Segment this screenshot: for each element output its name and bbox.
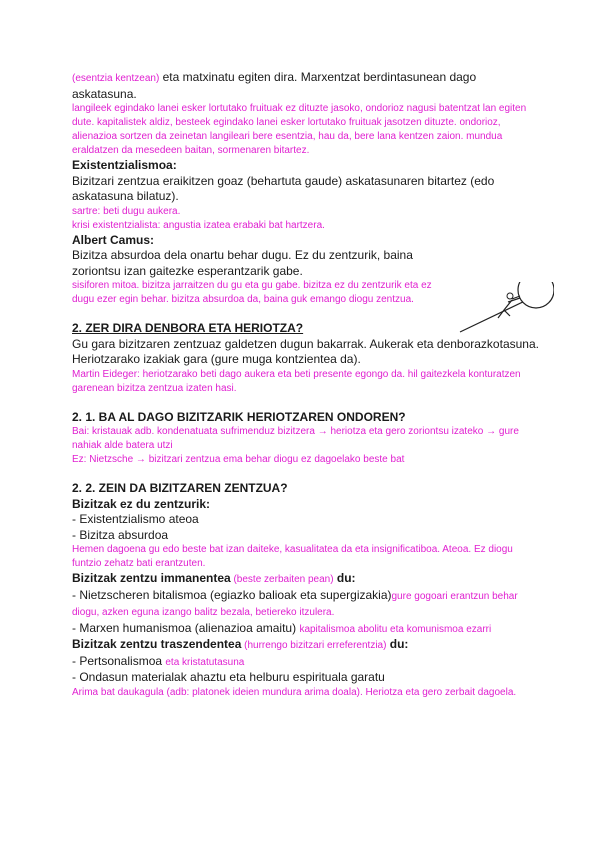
list-item: - Existentzialismo ateoa: [72, 512, 199, 526]
existentzialismoa-note-1: sartre: beti dugu aukera.: [72, 205, 181, 217]
section-2-1-title: 2. 1. BA AL DAGO BIZITZARIK HERIOTZAREN ONDOREN?: [72, 409, 406, 424]
list-item: [72, 654, 542, 671]
section-2-body-1: Gu gara bizitzaren zentzuaz galdetzen dugun bakarrak. Aukerak eta denborazkotasuna.: [72, 336, 539, 351]
intro-line-rest: eta matxinatu egiten dira. Marxentzat berdintasunean dago askatasuna.: [72, 70, 477, 101]
list-item: - Bizitza absurdoa: [72, 527, 169, 542]
section-2-body-2: Heriotzarako izakiak gara (gure muga kontzientea da).: [72, 352, 361, 366]
immanent-heading: [72, 571, 542, 588]
intro-line: [72, 70, 542, 102]
list-item: [72, 588, 542, 621]
list-item: [72, 621, 542, 638]
section-2-2-title: 2. 2. ZEIN DA BIZITZAREN ZENTZUA?: [72, 481, 288, 495]
marx-item: - Marxen humanismoa (alienazioa amaitu): [72, 620, 300, 635]
immanent-heading-note: (beste zerbaiten pean): [230, 574, 334, 585]
nietzsche-note: gure gogoari erantzun behar diogu, azken eguna izango balitz bezala, betiereko itzulera.: [72, 590, 518, 618]
intro-note: langileek egindako lanei esker lortutako fruituak ez dituzte jasoko, ondorioz nagusi batentzat lan egiten dute. kapitalistek aldiz, besteek egindako lanei esker lortutako fruituak jasotzen dituzte. ondorioz, alienazioa sortzen da zeinetan langileari bere esentzia, hau da, bere lana kentzen zaion. mundua eraldatzen da mesedeen baitan, sormenaren bitartez.: [72, 103, 527, 156]
no-meaning-note: Hemen dagoena gu edo beste bat izan daiteke, kasualitatea da eta insignificatiboa. Ateoa. Ez diogu funtzio zehatz bati erantzuten.: [72, 544, 513, 569]
section-2-1-note-2: Ez: Nietzsche → bizitzari zentzua ema behar diogu ez dagoelako beste bat: [72, 454, 405, 465]
intro-pink-phrase: (esentzia kentzean): [72, 73, 160, 84]
section-2-title: 2. ZER DIRA DENBORA ETA HERIOTZA?: [72, 321, 304, 335]
immanent-heading-bold: Bizitzak zentzu immanentea: [72, 571, 231, 585]
camus-heading: Albert Camus:: [72, 232, 155, 247]
transcendent-heading-bold: Bizitzak zentzu traszendentea: [72, 637, 242, 651]
transcendent-heading-end: du:: [386, 637, 409, 651]
section-2-1-note-1: Bai: kristauak adb. kondenatuata sufrimenduz bizitzera → heriotza eta gero zoriontsu izateko → gure nahiak alde batera utzi: [72, 426, 519, 451]
existentzialismoa-note-2: krisi existentzialista: angustia izatea erabaki bat hartzera.: [72, 219, 325, 231]
transcendent-heading-note: (hurrengo bizitzari erreferentzia): [241, 640, 387, 651]
final-note: Arima bat daukagula (adb: platonek ideien mundura arima doala). Heriotza eta gero zerbait dagoela.: [72, 686, 517, 698]
section-2-note: Martin Eideger: heriotzarako beti dago aukera eta beti presente egongo da. hil gaitezkela konturatzen garenean bizitza zentzua izaten hasi.: [72, 368, 521, 394]
marx-note: kapitalismoa abolitu eta komunismoa ezarri: [299, 623, 492, 635]
pertsonalismoa-item: - Pertsonalismoa: [72, 653, 166, 668]
transcendent-heading: [72, 637, 542, 654]
nietzsche-item: - Nietzscheren bitalismoa (egiazko balioak eta supergizakia): [72, 587, 392, 602]
camus-body: Bizitza absurdoa dela onartu behar dugu. Ez du zentzurik, baina zoriontsu izan gaitezke esperantzarik gabe.: [72, 248, 413, 278]
immanent-heading-end: du:: [333, 571, 356, 585]
camus-note: sisiforen mitoa. bizitza jarraitzen du gu eta gu gabe. bizitza ez du zentzurik eta ez dugu ezer egin behar. bizitza absurdoa da, baina guk emango diogu zentzua.: [72, 280, 432, 305]
sisyphus-pushing-boulder-icon: [458, 282, 554, 334]
existentzialismoa-heading: Existentzialismoa:: [72, 158, 177, 172]
list-item: - Ondasun materialak ahaztu eta helburu espirituala garatu: [72, 670, 385, 684]
existentzialismoa-body: Bizitzari zentzua eraikitzen goaz (behartuta gaude) askatasunaren bitartez (edo askatasuna bilatuz).: [72, 173, 495, 203]
pertsonalismoa-note: eta kristatutasuna: [165, 656, 245, 668]
document-page: [72, 70, 542, 700]
no-meaning-heading: Bizitzak ez du zentzurik:: [72, 496, 211, 511]
